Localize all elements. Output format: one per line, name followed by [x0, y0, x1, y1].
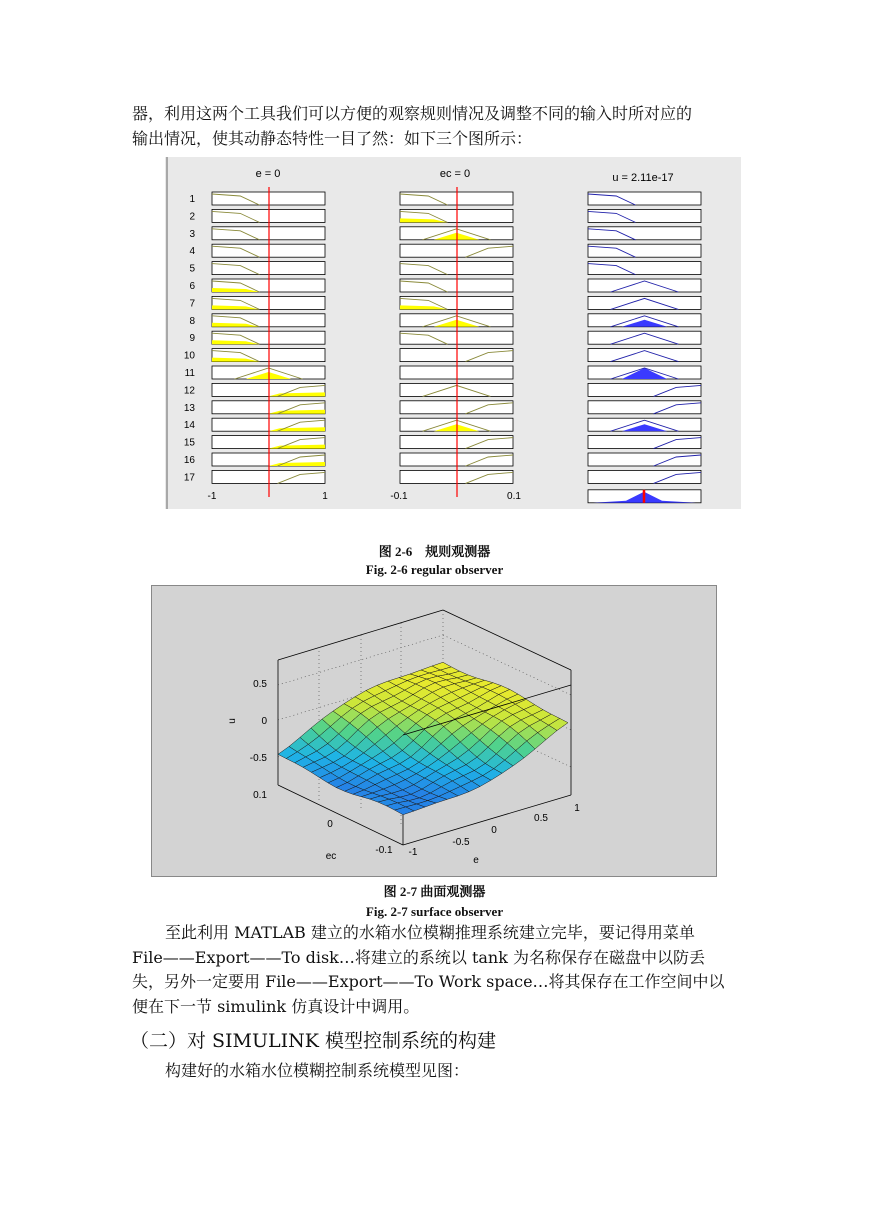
e-tick-1: 1 [574, 803, 580, 814]
figure-2-6-caption-en: Fig. 2-6 regular observer [365, 562, 504, 577]
e-tick-neg-0.5: -0.5 [452, 837, 470, 848]
rule-number: 17 [183, 472, 195, 484]
rule-number: 7 [189, 298, 195, 310]
e-column-title: e = 0 [255, 168, 281, 180]
rule-row [184, 401, 701, 414]
rule-row [184, 470, 701, 483]
ec-axis-min: -0.1 [390, 491, 408, 502]
figure-2-6-caption-cn: 图 2-6 规则观测器 [378, 544, 491, 559]
body-line-2: File——Export——To disk…将建立的系统以 tank 为名称保存在磁盘中以防丢 [132, 948, 706, 967]
membership-box [588, 436, 701, 449]
rule-number: 15 [183, 437, 195, 449]
rule-row [189, 244, 701, 257]
body-line-4: 便在下一节 simulink 仿真设计中调用。 [132, 997, 420, 1016]
aggregated-output [588, 490, 701, 503]
rule-number: 10 [183, 350, 195, 362]
surface-viewer-figure [151, 585, 717, 877]
rule-row [184, 436, 701, 449]
membership-box [588, 470, 701, 483]
rule-number: 2 [189, 211, 195, 223]
z-tick-0.5: 0.5 [253, 679, 267, 690]
e-tick-0: 0 [491, 825, 497, 836]
body-line-1: 至此利用 MATLAB 建立的水箱水位模糊推理系统建立完毕，要记得用菜单 [165, 923, 695, 942]
rule-row [185, 366, 701, 379]
membership-box [588, 209, 701, 222]
rule-number: 11 [184, 368, 195, 379]
membership-box [588, 192, 701, 205]
rule-number: 13 [183, 402, 195, 414]
ec-tick-0: 0 [327, 819, 333, 830]
rule-number: 6 [189, 281, 195, 292]
final-line: 构建好的水箱水位模糊控制系统模型见图： [165, 1061, 470, 1080]
rule-number: 4 [189, 246, 195, 258]
rule-number: 16 [183, 455, 195, 466]
figure-2-7-caption-cn: 图 2-7 曲面观测器 [383, 884, 486, 899]
e-axis-max: 1 [322, 491, 328, 502]
rule-row [184, 453, 701, 466]
section-heading: （二）对 SIMULINK 模型控制系统的构建 [130, 1030, 497, 1052]
figure-2-7-caption-en: Fig. 2-7 surface observer [365, 904, 504, 919]
e-axis-label: e [473, 855, 479, 866]
e-tick-0.5: 0.5 [534, 813, 548, 824]
ec-axis-max: 0.1 [507, 491, 521, 502]
rule-number: 12 [183, 385, 195, 397]
z-tick-neg-0.5: -0.5 [249, 753, 267, 764]
z-axis-label: u [227, 718, 238, 724]
rule-viewer-figure [165, 157, 741, 509]
membership-box [588, 383, 701, 396]
membership-box [588, 401, 701, 414]
rule-number: 14 [183, 420, 195, 432]
intro-line-1: 器，利用这两个工具我们可以方便的观察规则情况及调整不同的输入时所对应的 [132, 104, 693, 123]
intro-line-2: 输出情况，使其动静态特性一目了然：如下三个图所示： [132, 129, 533, 148]
e-tick-neg-1: -1 [408, 847, 418, 858]
rule-row [184, 383, 701, 396]
rule-row [189, 331, 701, 344]
rule-row [184, 349, 701, 362]
rule-row [184, 418, 701, 431]
ec-tick-0.1: 0.1 [253, 790, 267, 801]
rule-number: 9 [189, 333, 195, 345]
body-line-3: 失，另外一定要用 File——Export——To Work space…将其保存在工作空间中以 [132, 972, 725, 991]
membership-box [588, 244, 701, 257]
membership-box [588, 227, 701, 240]
rule-row [189, 209, 701, 222]
membership-box [588, 453, 701, 466]
rule-row [189, 227, 701, 240]
ec-axis-label: ec [325, 851, 337, 862]
rule-row [189, 314, 701, 327]
rule-number: 5 [189, 263, 195, 275]
u-column-title: u = 2.11e-17 [612, 172, 674, 184]
ec-tick-neg-0.1: -0.1 [375, 845, 393, 856]
rule-row [189, 192, 701, 205]
rule-row [189, 296, 701, 309]
rule-number: 3 [189, 228, 195, 240]
membership-box [588, 262, 701, 275]
z-tick-0: 0 [261, 716, 267, 727]
rule-number: 1 [189, 194, 195, 205]
rule-row [189, 262, 701, 275]
ec-column-title: ec = 0 [439, 168, 471, 180]
e-axis-min: -1 [207, 491, 217, 502]
rule-row [189, 279, 701, 292]
rule-number: 8 [189, 315, 195, 327]
